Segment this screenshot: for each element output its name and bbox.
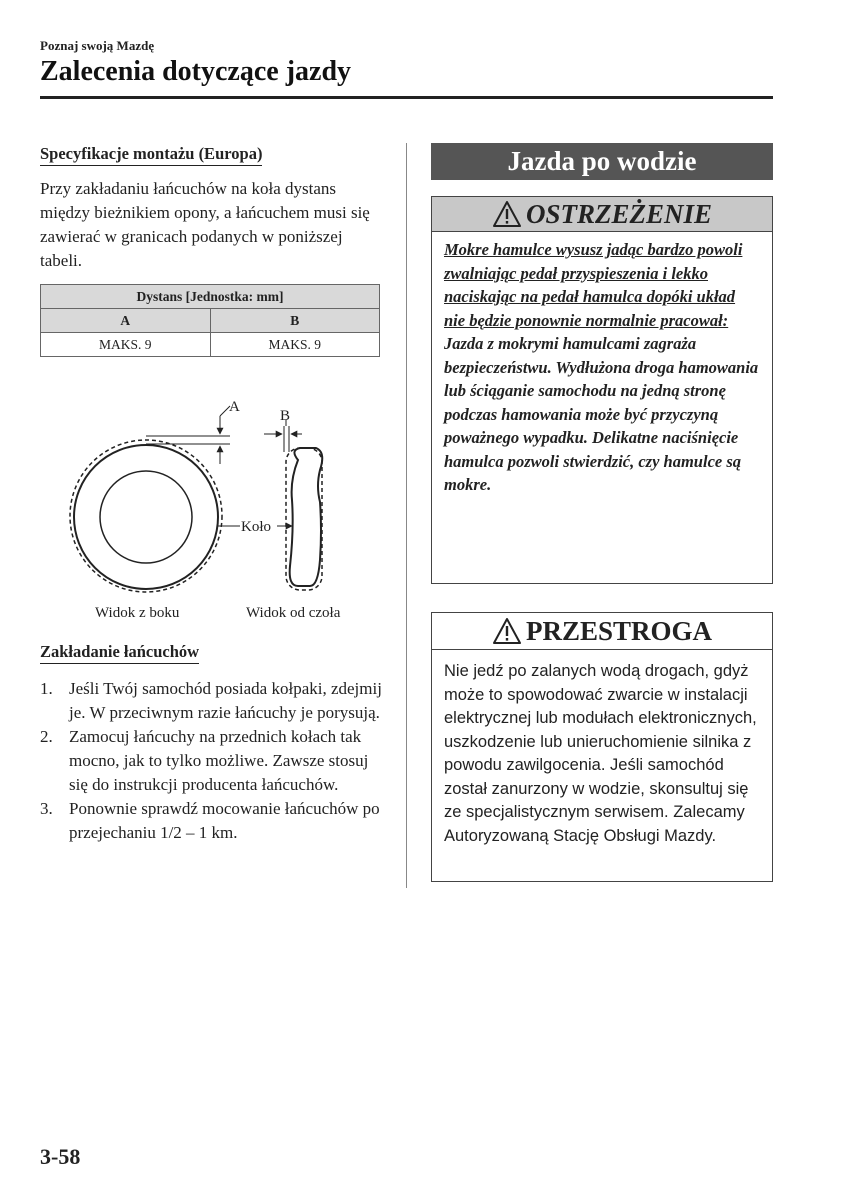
table-header-a: A [41, 309, 211, 333]
page-number: 3-58 [40, 1144, 81, 1169]
tire-chain-diagram [40, 390, 385, 630]
step-text: Jeśli Twój samochód posiada kołpaki, zdejmij je. W przeciwnym razie łańcuchy je porysują. [69, 679, 382, 722]
warning-triangle-icon [492, 200, 522, 228]
rim-side [100, 471, 192, 563]
page-title: Zalecenia dotyczące jazdy [40, 56, 352, 87]
caution-triangle-icon [492, 617, 522, 645]
warning-label: OSTRZEŻENIE [525, 198, 713, 229]
warning-body [432, 232, 772, 497]
step-number: 2. [40, 727, 53, 746]
label-b: B [280, 408, 291, 424]
table-title: Dystans [Jednostka: mm] [41, 285, 380, 309]
table-cell-a: MAKS. 9 [41, 333, 211, 357]
title-rule [40, 96, 773, 99]
table-cell-b: MAKS. 9 [210, 333, 380, 357]
caption-front-view: Widok od czoła [246, 605, 341, 621]
caution-body: Nie jedź po zalanych wodą drogach, gdyż może to spowodować zwarcie w instalacji elektrycznej lub modułach elektronicznych, uszkodzenie lub unieruchomienie silnika z powodu zawilgocenia. Jeśli samochód został zanurzony w wodzie, skonsultuj się ze specjalistycznym serwisem. Zalecamy Autoryzowaną Stację Obsługi Mazdy. [444, 662, 757, 845]
caution-label: PRZESTROGA [525, 615, 713, 646]
distance-table [40, 284, 380, 357]
install-heading: Zakładanie łańcuchów [40, 642, 199, 664]
warning-text: Jazda z mokrymi hamulcami zagraża bezpieczeństwu. Wydłużona droga hamowania lub ściąganie samochodu na jedną stronę podczas hamowania może być przyczyną poważnego wypadku. Delikatne naciśnięcie hamulca pozwoli stwierdzić, czy hamulce są mokre. [444, 334, 759, 494]
list-item [40, 797, 385, 845]
table-header-b: B [210, 309, 380, 333]
spec-heading: Specyfikacje montażu (Europa) [40, 144, 262, 166]
install-steps [40, 677, 385, 845]
breadcrumb: Poznaj swoją Mazdę [40, 38, 155, 53]
step-text: Ponownie sprawdź mocowanie łańcuchów po przejechaniu 1/2 – 1 km. [69, 799, 380, 842]
caution-box [431, 612, 773, 882]
section-banner: Jazda po wodzie [431, 143, 773, 180]
label-wheel: Koło [241, 519, 271, 535]
warning-header [432, 197, 772, 232]
tire-front [290, 448, 323, 586]
step-number: 1. [40, 679, 53, 698]
spec-intro: Przy zakładaniu łańcuchów na koła dystans między bieżnikiem opony, a łańcuchem musi się zawierać w granicach podanych w poniższej tabeli. [40, 179, 370, 270]
step-number: 3. [40, 799, 53, 818]
warning-box [431, 196, 773, 584]
label-a: A [229, 399, 240, 415]
list-item [40, 725, 385, 797]
caution-header [432, 613, 772, 650]
warning-lead: Mokre hamulce wysusz jadąc bardzo powoli zwalniając pedał przyspieszenia i lekko naciskając na pedał hamulca dopóki układ nie będzie ponownie normalnie pracował: [444, 240, 743, 330]
tire-outer-side [74, 445, 218, 589]
table-row [41, 333, 380, 357]
column-divider [406, 143, 407, 888]
chain-outline-front [286, 448, 322, 590]
list-item [40, 677, 385, 725]
step-text: Zamocuj łańcuchy na przednich kołach tak mocno, jak to tylko możliwe. Zawsze stosuj się do instrukcji producenta łańcuchów. [69, 727, 369, 794]
caption-side-view: Widok z boku [95, 605, 180, 621]
chain-outline-side [70, 440, 222, 592]
